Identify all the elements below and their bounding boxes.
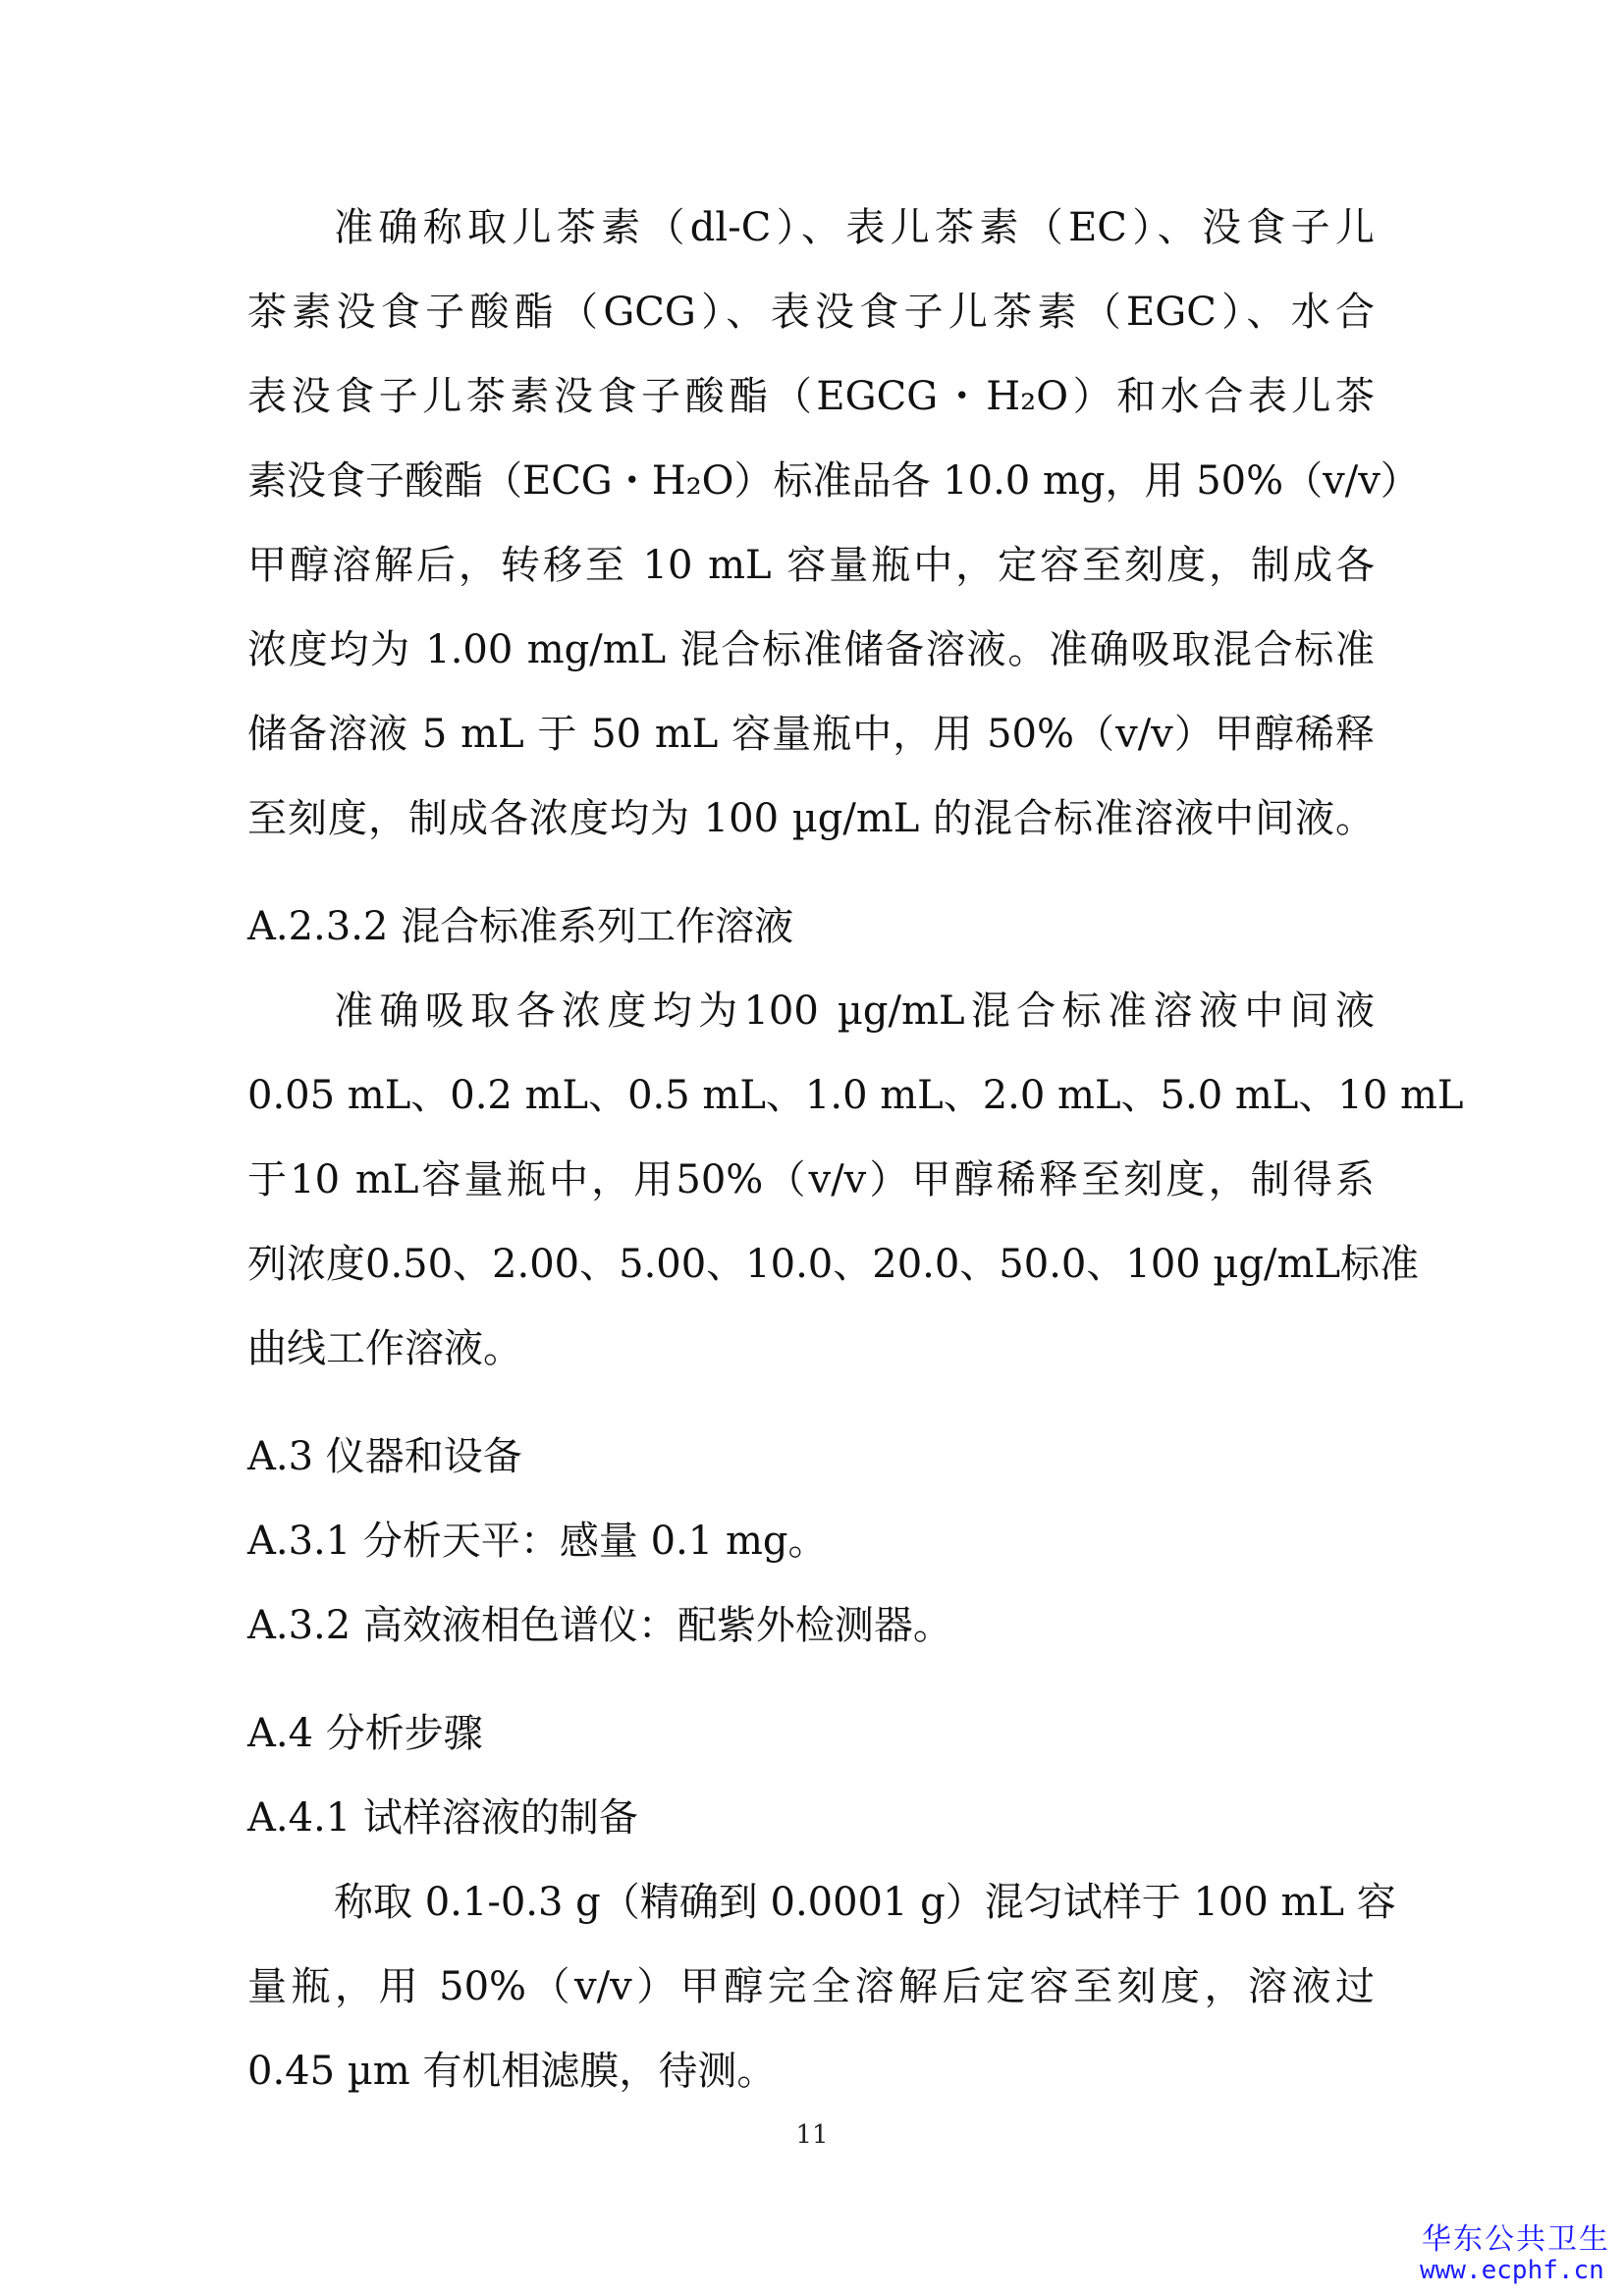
paragraph-line: 量瓶，用 50%（v/v）甲醇完全溶解后定容至刻度，溶液过 [247, 1964, 1375, 2009]
paragraph-line: 至刻度，制成各浓度均为 100 µg/mL 的混合标准溶液中间液。 [247, 796, 1375, 841]
section-heading: A.4.1 试样溶液的制备 [247, 1795, 638, 1841]
paragraph-line: 素没食子酸酯（ECG・H₂O）标准品各 10.0 mg，用 50%（v/v） [247, 458, 1420, 504]
watermark-url: www.ecphf.cn [1420, 2256, 1604, 2285]
section-heading: A.4 分析步骤 [247, 1711, 483, 1756]
paragraph-line: 于10 mL容量瓶中，用50%（v/v）甲醇稀释至刻度，制得系 [247, 1157, 1375, 1202]
paragraph-line: 茶素没食子酸酯（GCG）、表没食子儿茶素（EGC）、水合 [247, 290, 1375, 335]
paragraph-line: 0.05 mL、0.2 mL、0.5 mL、1.0 mL、2.0 mL、5.0 mL、10 mL [247, 1073, 1464, 1118]
paragraph-line: 表没食子儿茶素没食子酸酯（EGCG・H₂O）和水合表儿茶 [247, 374, 1375, 419]
paragraph-line: 准确称取儿茶素（dl-C）、表儿茶素（EC）、没食子儿 [334, 205, 1375, 250]
paragraph-line: 浓度均为 1.00 mg/mL 混合标准储备溶液。准确吸取混合标准 [247, 627, 1375, 672]
paragraph-line: 曲线工作溶液。 [247, 1326, 522, 1371]
watermark-title: 华东公共卫生 [1422, 2222, 1610, 2257]
section-heading: A.3.1 分析天平：感量 0.1 mg。 [247, 1519, 828, 1564]
paragraph-line: 储备溶液 5 mL 于 50 mL 容量瓶中，用 50%（v/v）甲醇稀释 [247, 712, 1375, 757]
paragraph-line: 准确吸取各浓度均为100 µg/mL混合标准溶液中间液 [334, 988, 1375, 1034]
page-number: 11 [795, 2120, 829, 2150]
paragraph-line: 甲醇溶解后，转移至 10 mL 容量瓶中，定容至刻度，制成各 [247, 543, 1375, 588]
paragraph-line: 称取 0.1-0.3 g（精确到 0.0001 g）混匀试样于 100 mL 容 [334, 1880, 1396, 1925]
paragraph-line: 0.45 µm 有机相滤膜，待测。 [247, 2049, 777, 2094]
section-heading: A.2.3.2 混合标准系列工作溶液 [247, 904, 794, 949]
section-heading: A.3 仪器和设备 [247, 1434, 522, 1479]
paragraph-line: 列浓度0.50、2.00、5.00、10.0、20.0、50.0、100 µg/mL标准 [247, 1242, 1420, 1287]
section-heading: A.3.2 高效液相色谱仪：配紫外检测器。 [247, 1603, 952, 1648]
